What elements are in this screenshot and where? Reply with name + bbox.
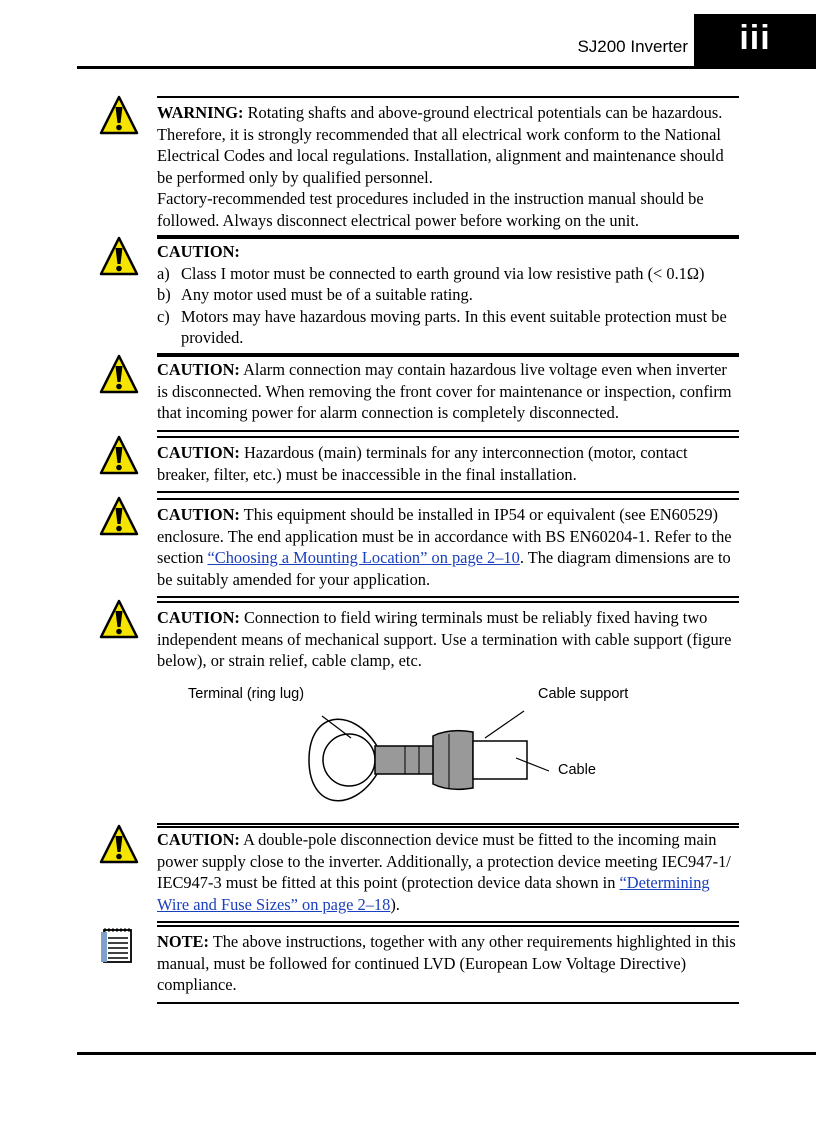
list-item	[157, 306, 739, 349]
caution-text: ).	[390, 894, 400, 914]
notepad-icon	[100, 926, 138, 964]
list-item-text: Class I motor must be connected to earth ground via low resistive path (< 0.1Ω)	[181, 263, 705, 283]
warning-block	[157, 96, 739, 239]
header-rule	[77, 66, 816, 69]
caution-alarm-text	[157, 355, 739, 430]
note-block	[157, 925, 739, 1004]
list-item-text: Motors may have hazardous moving parts. In this event suitable protection must be provided.	[181, 306, 727, 347]
list-item-text: Any motor used must be of a suitable rating.	[181, 285, 473, 304]
running-header: SJ200 Inverter	[577, 37, 688, 56]
caution-text: Hazardous (main) terminals for any interconnection (motor, contact breaker, filter, etc.) must be inaccessible in the final installation.	[157, 443, 688, 484]
ring-lug-figure	[157, 678, 739, 826]
caution-text: A double-pole disconnection device must be fitted to the incoming main power supply close to the inverter. Additionally, a protection device meeting IEC947-1/ IEC947-3 must be fitted at this point (protection device data shown in	[157, 830, 731, 892]
warning-icon	[99, 496, 139, 536]
list-marker: b)	[157, 285, 171, 304]
footer-rule	[77, 1052, 816, 1055]
warning-icon	[99, 354, 139, 394]
block-bottom-rule	[157, 1002, 739, 1004]
caution-disconnect-text	[157, 825, 739, 921]
caution-text: . The diagram dimensions are to be suitably amended for your application.	[157, 548, 731, 589]
caution-text: Alarm connection may contain hazardous live voltage even when inverter is disconnected. When removing the front cover for maintenance or inspection, confirm that incoming power for alarm connection is completely disconnected.	[157, 360, 732, 422]
page-number-tab: iii	[694, 14, 816, 68]
mounting-location-link[interactable]: “Choosing a Mounting Location” on page 2–10	[207, 548, 520, 567]
wire-fuse-sizes-link[interactable]: “Determining Wire and Fuse Sizes” on page 2–18	[157, 873, 710, 914]
block-bottom-rule	[157, 491, 739, 493]
cable-support-label: Cable support	[538, 685, 629, 702]
caution-motor-text	[157, 237, 739, 355]
warning-icon	[99, 435, 139, 475]
warning-icon	[99, 824, 139, 864]
cable-label: Cable	[558, 761, 596, 778]
warning-paragraph-2: Factory-recommended test procedures included in the instruction manual should be followed. Always disconnect electrical power before working on the unit.	[157, 189, 704, 230]
note-body: The above instructions, together with any other requirements highlighted in this manual, must be followed for continued LVD (European Low Voltage Directive) compliance.	[157, 932, 736, 994]
block-bottom-rule	[157, 921, 739, 923]
caution-label: CAUTION:	[157, 360, 240, 379]
caution-motor-block	[157, 235, 739, 357]
cable-shape	[473, 741, 527, 779]
cable-support-shape	[433, 730, 473, 789]
caution-wiring-text	[157, 603, 739, 678]
warning-text	[157, 98, 739, 237]
caution-label: CAUTION:	[157, 443, 240, 462]
caution-wiring-block	[157, 601, 739, 828]
block-bottom-rule	[157, 430, 739, 432]
warning-label: WARNING:	[157, 103, 244, 122]
caution-enclosure-text	[157, 500, 739, 596]
note-text	[157, 927, 739, 1002]
warning-icon	[99, 236, 139, 276]
warning-icon	[99, 95, 139, 135]
list-item	[157, 284, 739, 306]
caution-disconnect-block	[157, 823, 739, 923]
caution-alarm-block	[157, 353, 739, 432]
caution-enclosure-block	[157, 498, 739, 598]
list-marker: a)	[157, 263, 170, 283]
caution-label: CAUTION:	[157, 608, 240, 627]
caution-text: This equipment should be installed in IP54 or equivalent (see EN60529) enclosure. The end application must be in accordance with BS EN60204-1. Refer to the section	[157, 505, 732, 567]
caution-terminals-block	[157, 436, 739, 493]
list-item	[157, 263, 739, 285]
caution-terminals-text	[157, 438, 739, 491]
warning-icon	[99, 599, 139, 639]
terminal-ring-lug-label: Terminal (ring lug)	[188, 685, 305, 702]
caution-label: CAUTION:	[157, 242, 240, 261]
caution-label: CAUTION:	[157, 505, 240, 524]
warning-paragraph-1: Rotating shafts and above-ground electrical potentials can be hazardous. Therefore, it is strongly recommended that all electrical work conform to the National Electrical Codes and local regulations. Installation, alignment and maintenance should be performed only by qualified personnel.	[157, 103, 724, 187]
block-bottom-rule	[157, 596, 739, 598]
note-label: NOTE:	[157, 932, 209, 951]
caution-text: Connection to field wiring terminals must be reliably fixed having two independent means of mechanical support. Use a termination with cable support (figure below), or strain relief, cable clamp, etc.	[157, 608, 732, 670]
caution-label: CAUTION:	[157, 830, 240, 849]
ring-lug-hole	[323, 734, 375, 786]
list-marker: c)	[157, 306, 170, 326]
